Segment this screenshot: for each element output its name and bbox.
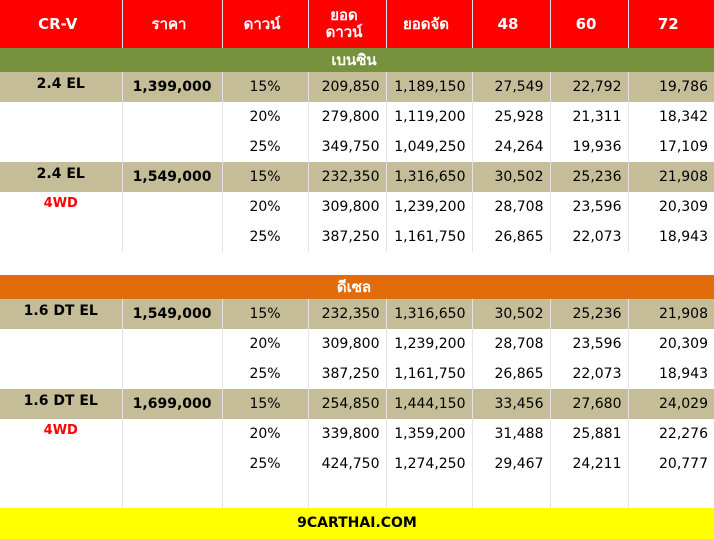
down-amount-cell: 254,850	[308, 389, 386, 419]
installment-72-cell: 20,777	[628, 449, 714, 479]
installment-60-cell: 22,792	[550, 72, 628, 102]
model-cell: 1.6 DT EL	[0, 299, 122, 329]
installment-72-cell: 21,908	[628, 162, 714, 192]
model-cell	[0, 329, 122, 359]
price-cell	[122, 132, 222, 162]
down-percent-cell: 25%	[222, 222, 308, 252]
down-percent-cell: 25%	[222, 359, 308, 389]
installment-72-cell: 21,908	[628, 299, 714, 329]
header-term-60: 60	[550, 0, 628, 48]
installment-60-cell: 25,881	[550, 419, 628, 449]
installment-72-cell: 18,342	[628, 102, 714, 132]
model-cell	[0, 359, 122, 389]
price-cell	[122, 192, 222, 222]
model-cell: 2.4 EL	[0, 72, 122, 102]
installment-72-cell: 18,943	[628, 222, 714, 252]
model-cell: 2.4 EL	[0, 162, 122, 192]
installment-72-cell: 20,309	[628, 192, 714, 222]
table-row	[0, 389, 714, 419]
section-petrol	[0, 48, 714, 72]
price-cell	[122, 102, 222, 132]
installment-72-cell: 20,309	[628, 329, 714, 359]
installment-60-cell: 21,311	[550, 102, 628, 132]
down-amount-cell: 309,800	[308, 192, 386, 222]
finance-cell: 1,049,250	[386, 132, 472, 162]
model-cell	[0, 222, 122, 252]
header-down-amount-line2: ดาวน์	[325, 23, 363, 41]
finance-cell: 1,239,200	[386, 329, 472, 359]
table-row	[0, 102, 714, 132]
installment-48-cell: 28,708	[472, 329, 550, 359]
installment-60-cell: 22,073	[550, 359, 628, 389]
down-percent-cell: 15%	[222, 299, 308, 329]
price-cell	[122, 419, 222, 449]
down-amount-cell: 339,800	[308, 419, 386, 449]
installment-48-cell: 29,467	[472, 449, 550, 479]
price-cell	[122, 449, 222, 479]
down-amount-cell: 349,750	[308, 132, 386, 162]
finance-cell: 1,119,200	[386, 102, 472, 132]
down-amount-cell: 387,250	[308, 222, 386, 252]
price-cell	[122, 359, 222, 389]
table-row	[0, 162, 714, 192]
finance-cell: 1,359,200	[386, 419, 472, 449]
down-amount-cell: 387,250	[308, 359, 386, 389]
installment-60-cell: 25,236	[550, 299, 628, 329]
installment-60-cell: 24,211	[550, 449, 628, 479]
installment-48-cell: 26,865	[472, 359, 550, 389]
section-diesel	[0, 275, 714, 299]
installment-48-cell: 24,264	[472, 132, 550, 162]
installment-60-cell: 27,680	[550, 389, 628, 419]
table-row	[0, 359, 714, 389]
installment-72-cell: 22,276	[628, 419, 714, 449]
header-down-amount	[308, 0, 386, 48]
spacer-row	[0, 252, 714, 275]
installment-60-cell: 19,936	[550, 132, 628, 162]
model-cell: 1.6 DT EL	[0, 389, 122, 419]
installment-72-cell: 19,786	[628, 72, 714, 102]
header-model: CR-V	[0, 0, 122, 48]
header-down-amount-line1: ยอด	[330, 6, 358, 24]
installment-60-cell: 25,236	[550, 162, 628, 192]
installment-60-cell: 23,596	[550, 329, 628, 359]
installment-48-cell: 25,928	[472, 102, 550, 132]
site-footer-banner: 9CARTHAI.COM	[0, 508, 714, 539]
down-amount-cell: 309,800	[308, 329, 386, 359]
table-row	[0, 299, 714, 329]
price-cell: 1,549,000	[122, 162, 222, 192]
finance-cell: 1,444,150	[386, 389, 472, 419]
price-cell	[122, 222, 222, 252]
header-term-48: 48	[472, 0, 550, 48]
down-percent-cell: 15%	[222, 162, 308, 192]
header-down: ดาวน์	[222, 0, 308, 48]
model-cell	[0, 449, 122, 479]
installment-48-cell: 27,549	[472, 72, 550, 102]
header-finance: ยอดจัด	[386, 0, 472, 48]
finance-cell: 1,274,250	[386, 449, 472, 479]
price-cell: 1,549,000	[122, 299, 222, 329]
finance-cell: 1,239,200	[386, 192, 472, 222]
installment-60-cell: 22,073	[550, 222, 628, 252]
table-row	[0, 132, 714, 162]
down-percent-cell: 20%	[222, 192, 308, 222]
empty-row	[0, 479, 714, 511]
down-percent-cell: 20%	[222, 419, 308, 449]
down-percent-cell: 15%	[222, 389, 308, 419]
table-row	[0, 222, 714, 252]
down-percent-cell: 15%	[222, 72, 308, 102]
model-variant-cell: 4WD	[43, 196, 78, 211]
installment-48-cell: 30,502	[472, 299, 550, 329]
finance-cell: 1,161,750	[386, 222, 472, 252]
model-cell	[0, 132, 122, 162]
table-row	[0, 329, 714, 359]
model-cell	[0, 102, 122, 132]
table-row	[0, 72, 714, 102]
header-row	[0, 0, 714, 48]
table-row	[0, 192, 714, 222]
down-percent-cell: 20%	[222, 329, 308, 359]
model-variant-cell: 4WD	[43, 423, 78, 438]
installment-72-cell: 24,029	[628, 389, 714, 419]
installment-60-cell: 23,596	[550, 192, 628, 222]
finance-cell: 1,189,150	[386, 72, 472, 102]
installment-48-cell: 28,708	[472, 192, 550, 222]
down-amount-cell: 209,850	[308, 72, 386, 102]
section-diesel-label: ดีเซล	[0, 275, 714, 299]
installment-72-cell: 17,109	[628, 132, 714, 162]
price-cell: 1,699,000	[122, 389, 222, 419]
price-cell: 1,399,000	[122, 72, 222, 102]
down-amount-cell: 232,350	[308, 162, 386, 192]
header-term-72: 72	[628, 0, 714, 48]
header-price: ราคา	[122, 0, 222, 48]
down-amount-cell: 424,750	[308, 449, 386, 479]
table-row	[0, 419, 714, 449]
finance-cell: 1,161,750	[386, 359, 472, 389]
table-row	[0, 449, 714, 479]
down-amount-cell: 232,350	[308, 299, 386, 329]
finance-cell: 1,316,650	[386, 299, 472, 329]
installment-72-cell: 18,943	[628, 359, 714, 389]
finance-cell: 1,316,650	[386, 162, 472, 192]
installment-48-cell: 30,502	[472, 162, 550, 192]
price-cell	[122, 329, 222, 359]
installment-48-cell: 33,456	[472, 389, 550, 419]
down-percent-cell: 25%	[222, 132, 308, 162]
installment-48-cell: 31,488	[472, 419, 550, 449]
down-percent-cell: 20%	[222, 102, 308, 132]
down-amount-cell: 279,800	[308, 102, 386, 132]
section-petrol-label: เบนซิน	[0, 48, 714, 72]
installment-48-cell: 26,865	[472, 222, 550, 252]
down-percent-cell: 25%	[222, 449, 308, 479]
